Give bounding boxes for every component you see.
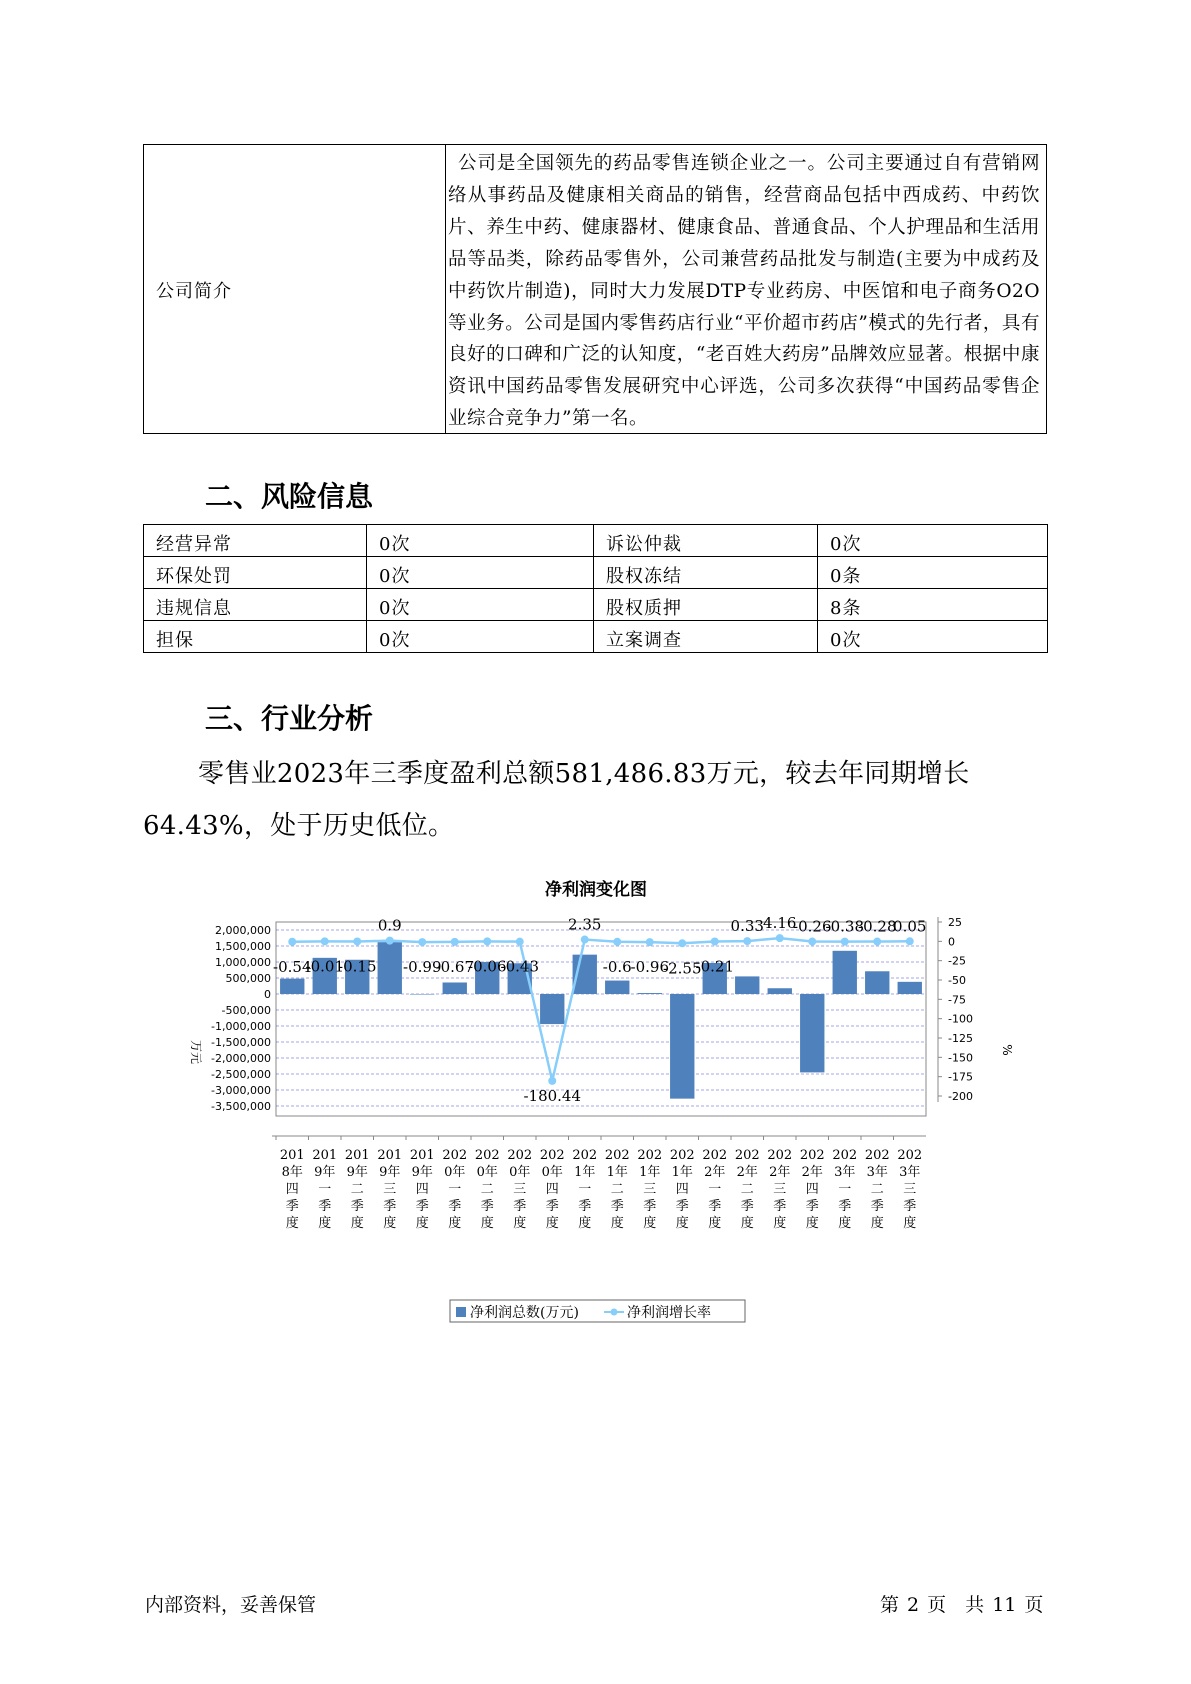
growth-point — [808, 938, 816, 946]
y-tick-label: -3,000,000 — [211, 1084, 271, 1097]
x-tick-label: 202 2年四季度 — [799, 1148, 825, 1231]
growth-point — [321, 937, 329, 945]
growth-data-label: -0.15 — [338, 957, 377, 976]
growth-data-label: -0.96 — [630, 958, 669, 977]
legend-bar-swatch — [456, 1307, 466, 1317]
growth-data-label: -0.54 — [273, 957, 312, 976]
bar — [768, 988, 792, 994]
risk-item-value: 0次 — [367, 621, 594, 653]
y2-tick-label: 0 — [948, 935, 955, 949]
bar — [540, 994, 564, 1024]
company-intro-label-cell — [144, 145, 446, 433]
net-profit-chart — [180, 862, 1014, 1322]
bar — [670, 994, 694, 1099]
y2-tick-label: -175 — [948, 1070, 973, 1084]
growth-point — [711, 937, 719, 945]
y2-tick-label: -50 — [948, 974, 966, 987]
bar — [378, 942, 402, 994]
growth-data-label: -0.26 — [793, 917, 832, 936]
y-tick-label: -2,500,000 — [211, 1068, 271, 1081]
industry-section-heading: 三、行业分析 — [205, 702, 374, 735]
risk-row — [144, 589, 1048, 621]
risk-row — [144, 621, 1048, 653]
x-tick-label: 202 1年三季度 — [637, 1148, 663, 1231]
y-tick-label: -1,000,000 — [211, 1020, 271, 1033]
growth-data-label: -0.99 — [403, 958, 442, 977]
x-tick-label: 201 9年三季度 — [377, 1148, 403, 1231]
risk-item-label: 违规信息 — [144, 589, 367, 621]
growth-data-label: 4.16 — [763, 914, 797, 933]
x-tick-label: 202 0年二季度 — [474, 1148, 500, 1231]
plot-area — [276, 922, 926, 1116]
growth-data-label: -0.67 — [435, 957, 474, 976]
y-tick-label: 1,000,000 — [215, 956, 271, 969]
left-axis — [211, 924, 271, 1113]
y2-axis-label: % — [1000, 1044, 1014, 1056]
y2-tick-label: -75 — [948, 993, 966, 1007]
y-tick-label: -3,500,000 — [211, 1100, 271, 1113]
x-tick-label: 202 3年二季度 — [864, 1148, 890, 1231]
growth-point — [548, 1077, 556, 1085]
risk-item-value: 0次 — [818, 621, 1048, 653]
growth-data-label: 0.33 — [730, 917, 764, 936]
growth-point — [906, 937, 914, 945]
industry-analysis-text: 零售业2023年三季度盈利总额581,486.83万元，较去年同期增长64.43%，处于历史低位。 — [143, 759, 970, 841]
y-tick-label: 0 — [264, 988, 271, 1001]
bar — [898, 982, 922, 994]
growth-point — [288, 938, 296, 946]
risk-row — [144, 557, 1048, 589]
risk-item-label: 经营异常 — [144, 525, 367, 557]
growth-data-label: 0.9 — [377, 916, 402, 935]
growth-data-label: -0.6 — [602, 957, 632, 976]
growth-point — [613, 938, 621, 946]
x-tick-label: 202 0年一季度 — [442, 1148, 468, 1231]
risk-item-label: 担保 — [144, 621, 367, 653]
bar — [605, 981, 629, 994]
risk-item-value: 0次 — [367, 525, 594, 557]
growth-data-label: -0.21 — [695, 957, 734, 976]
x-tick-label: 202 2年一季度 — [702, 1148, 728, 1231]
x-tick-label: 201 8年四季度 — [279, 1148, 305, 1231]
x-tick-label: 202 1年一季度 — [572, 1148, 598, 1231]
company-intro-table — [143, 144, 1047, 434]
y-tick-label: -500,000 — [221, 1004, 271, 1017]
bar — [800, 994, 824, 1072]
growth-point — [581, 936, 589, 944]
growth-point — [776, 934, 784, 942]
growth-data-label: -0.28 — [858, 917, 897, 936]
growth-point — [873, 938, 881, 946]
risk-item-label: 股权质押 — [594, 589, 818, 621]
y2-tick-label: -100 — [948, 1012, 973, 1026]
growth-data-label: -0.06 — [468, 957, 507, 976]
growth-data-label: -0.38 — [825, 917, 864, 936]
y2-tick-label: -150 — [948, 1051, 973, 1065]
growth-point — [841, 938, 849, 946]
chart-legend — [450, 1300, 745, 1322]
risk-section-heading: 二、风险信息 — [205, 480, 374, 513]
x-axis — [272, 1136, 926, 1231]
growth-data-label: -2.55 — [663, 959, 702, 978]
footer-page-number: 第 2 页 共 11 页 — [880, 1594, 1044, 1616]
industry-analysis-paragraph — [143, 748, 1063, 852]
bar — [443, 982, 467, 994]
growth-point — [418, 938, 426, 946]
y2-tick-label: -25 — [948, 954, 966, 968]
y-tick-label: 500,000 — [225, 972, 271, 985]
risk-item-value: 0次 — [367, 589, 594, 621]
growth-data-label: -180.44 — [523, 1086, 582, 1105]
x-tick-label: 202 3年三季度 — [897, 1148, 923, 1231]
y-tick-label: 1,500,000 — [215, 940, 271, 953]
x-tick-label: 202 2年二季度 — [734, 1148, 760, 1231]
growth-point — [516, 938, 524, 946]
growth-data-label: -0.01 — [305, 957, 344, 976]
chart-title: 净利润变化图 — [545, 880, 647, 900]
growth-data-label: -0.43 — [500, 957, 539, 976]
growth-point — [678, 939, 686, 947]
y-axis-label: 万元 — [189, 1039, 203, 1065]
x-tick-label: 202 1年四季度 — [669, 1148, 695, 1231]
right-axis — [938, 916, 973, 1103]
risk-item-value: 0条 — [818, 557, 1048, 589]
legend-line-label: 净利润增长率 — [627, 1305, 711, 1321]
legend-line-marker — [611, 1309, 618, 1316]
x-tick-label: 202 2年三季度 — [767, 1148, 793, 1231]
growth-point — [483, 937, 491, 945]
risk-item-label: 环保处罚 — [144, 557, 367, 589]
growth-point — [353, 937, 361, 945]
y2-tick-label: -200 — [948, 1090, 973, 1103]
y2-tick-label: -125 — [948, 1032, 973, 1045]
bar — [638, 993, 662, 994]
risk-item-label: 股权冻结 — [594, 557, 818, 589]
x-tick-label: 202 0年三季度 — [507, 1148, 533, 1231]
bar — [865, 971, 889, 994]
growth-point — [386, 937, 394, 945]
risk-item-label: 诉讼仲裁 — [594, 525, 818, 557]
x-tick-label: 202 3年一季度 — [832, 1148, 858, 1231]
y-tick-label: -2,000,000 — [211, 1052, 271, 1065]
x-tick-label: 201 9年一季度 — [312, 1148, 338, 1231]
growth-point — [743, 937, 751, 945]
x-tick-label: 202 1年二季度 — [604, 1148, 630, 1231]
y2-tick-label: 25 — [948, 916, 962, 929]
x-tick-label: 201 9年二季度 — [344, 1148, 370, 1231]
risk-row — [144, 525, 1048, 557]
growth-point — [646, 938, 654, 946]
company-intro-text: 公司是全国领先的药品零售连锁企业之一。公司主要通过自有营销网络从事药品及健康相关商品的销售，经营商品包括中西成药、中药饮片、养生中药、健康器材、健康食品、普通食品、个人护理品和生活用品等品类，除药品零售外，公司兼营药品批发与制造(主要为中成药及中药饮片制造)，同时大力发展DTP专业药房、中医馆和电子商务O2O等业务。公司是国内零售药店行业“平价超市药店”模式的先行者，具有良好的口碑和广泛的认知度，“老百姓大药房”品牌效应显著。根据中康资讯中国药品零售发展研究中心评选，公司多次获得“中国药品零售企业综合竞争力”第一名。 — [448, 153, 1040, 430]
bar — [410, 994, 434, 995]
growth-data-label: 0.05 — [893, 917, 927, 936]
y-tick-label: 2,000,000 — [215, 924, 271, 937]
growth-point — [451, 938, 459, 946]
legend-bar-label: 净利润总数(万元) — [470, 1305, 579, 1321]
risk-item-label: 立案调查 — [594, 621, 818, 653]
growth-data-label: 2.35 — [568, 915, 602, 934]
risk-item-value: 0次 — [818, 525, 1048, 557]
footer-confidential: 内部资料，妥善保管 — [145, 1594, 317, 1616]
risk-item-value: 8条 — [818, 589, 1048, 621]
bar — [833, 951, 857, 994]
bar — [280, 979, 304, 994]
risk-item-value: 0次 — [367, 557, 594, 589]
x-tick-label: 201 9年四季度 — [409, 1148, 435, 1231]
x-tick-label: 202 0年四季度 — [539, 1148, 565, 1231]
y-tick-label: -1,500,000 — [211, 1036, 271, 1049]
risk-table — [143, 524, 1048, 653]
company-intro-label: 公司简介 — [156, 281, 232, 302]
bar — [735, 976, 759, 994]
